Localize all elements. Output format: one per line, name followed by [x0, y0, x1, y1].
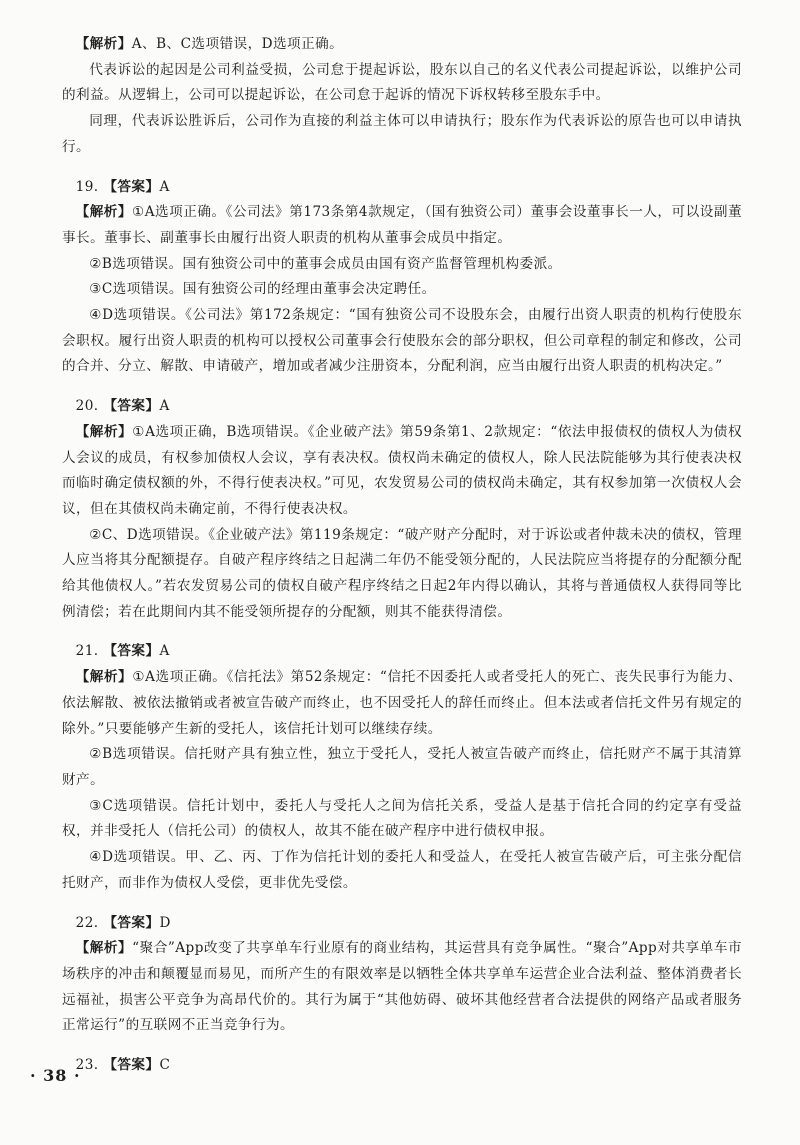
answer-label: 【答案】 [103, 643, 160, 660]
paragraph: ②C、D选项错误。《企业破产法》第119条规定：“破产财产分配时，对于诉讼或者仲裁未决的债权，管理人应当将其分配额提存。自破产程序终结之日起满二年仍不能受领分配的，人民法院应当将提存的分配额分配给其他债权人。”若农发贸易公司的债权自破产程序终结之日起2年内得以确认，其将与普通债权人获得同等比例清偿；若在此期间内其不能受领所提存的分配额，则其不能获得清偿。 [62, 526, 742, 620]
question-number: 20. [75, 398, 99, 415]
paragraph: ④D选项错误。《公司法》第172条规定：“国有独资公司不设股东会，由履行出资人职责的机构行使股东会职权。履行出资人职责的机构可以授权公司董事会行使股东会的部分职权，但公司章程的制定和修改，公司的合并、分立、解散、申请破产，增加或者减少注册资本，分配利润，应当由履行出资人职责的机构决定。” [62, 307, 742, 375]
analysis-paragraph [62, 200, 742, 251]
paragraph: 代表诉讼的起因是公司利益受损，公司怠于提起诉讼，股东以自己的名义代表公司提起诉讼，以维护公司的利益。从逻辑上，公司可以提起诉讼，在公司怠于起诉的情况下诉权转移至股东手中。 [62, 61, 742, 104]
paragraph: ②B选项错误。信托财产具有独立性，独立于受托人，受托人被宣告破产而终止，信托财产不属于其清算财产。 [62, 746, 742, 788]
analysis-label: 【解析】 [75, 669, 133, 686]
answer-value: C [159, 1057, 171, 1074]
analysis-text: “聚合”App改变了共享单车行业原有的商业结构，其运营具有竞争属性。“聚合”App对共享单车市场秩序的冲击和颠覆显而易见，而所产生的有限效率是以牺牲全体共享单车运营企业合法利益、整体消费者长远福祉，损害公平竞争为高昂代价的。其行为属于“其他妨碍、破坏其他经营者合法提供的网络产品或者服务正常运行”的互联网不正当竞争行为。 [62, 940, 742, 1034]
question-23-header [62, 1053, 742, 1079]
answer-value: A [159, 398, 170, 415]
question-number: 21. [75, 643, 99, 660]
analysis-text: A、B、C选项错误，D选项正确。 [131, 36, 344, 52]
paragraph: ④D选项错误。甲、乙、丙、丁作为信托计划的委托人和受益人，在受托人被宣告破产后，可主张分配信托财产，而非作为债权人受偿，更非优先受偿。 [62, 849, 742, 891]
page-number: · 38 · [30, 1066, 81, 1085]
question-20-header [62, 394, 742, 420]
paragraph: ②B选项错误。国有独资公司中的董事会成员由国有资产监督管理机构委派。 [89, 255, 562, 272]
answer-label: 【答案】 [103, 1057, 160, 1074]
question-number: 22. [75, 914, 99, 931]
question-19-header [62, 175, 742, 201]
question-number: 23. [75, 1057, 99, 1074]
analysis-paragraph [62, 936, 742, 1039]
analysis-label: 【解析】 [75, 940, 133, 957]
analysis-label: 【解析】 [75, 36, 132, 52]
question-21-header [62, 639, 742, 665]
analysis-text: ①A选项正确，B选项错误。《企业破产法》第59条第1、2款规定：“依法申报债权的债权人为债权人会议的成员，有权参加债权人会议，享有表决权。债权尚未确定的债权人，除人民法院能够为其行使表决权而临时确定债权额的外，不得行使表决权。”可见，农发贸易公司的债权尚未确定，其有权参加第一次债权人会议，但在其债权尚未确定前，不得行使表决权。 [62, 423, 742, 517]
paragraph: 同理，代表诉讼胜诉后，公司作为直接的利益主体可以申请执行；股东作为代表诉讼的原告也可以申请执行。 [62, 113, 742, 155]
question-22-header [62, 911, 742, 937]
answer-label: 【答案】 [103, 398, 160, 415]
analysis-text: ①A选项正确。《信托法》第52条规定：“信托不因委托人或者受托人的死亡、丧失民事行为能力、依法解散、被依法撤销或者被宣告破产而终止，也不因受托人的辞任而终止。但本法或者信托文件另有规定的除外。”只要能够产生新的受托人，该信托计划可以继续存续。 [62, 669, 742, 737]
analysis-label: 【解析】 [75, 204, 133, 221]
analysis-paragraph [62, 32, 742, 58]
answer-value: A [159, 643, 170, 660]
document-body [62, 32, 742, 1079]
paragraph: ③C选项错误。国有独资公司的经理由董事会决定聘任。 [89, 281, 436, 298]
paragraph: ③C选项错误。信托计划中，委托人与受托人之间为信托关系，受益人是基于信托合同的约定享有受益权，并非受托人（信托公司）的债权人，故其不能在破产程序中进行债权申报。 [62, 797, 742, 840]
analysis-paragraph [62, 420, 742, 523]
analysis-label: 【解析】 [75, 423, 133, 440]
question-number: 19. [75, 178, 99, 195]
analysis-text: ①A选项正确。《公司法》第173条第4款规定，（国有独资公司）董事会设董事长一人，可以设副董事长。董事长、副董事长由履行出资人职责的机构从董事会成员中指定。 [62, 204, 742, 246]
answer-value: A [159, 178, 170, 195]
answer-label: 【答案】 [103, 178, 160, 195]
answer-value: D [159, 914, 171, 931]
answer-label: 【答案】 [103, 914, 160, 931]
analysis-paragraph [62, 665, 742, 742]
